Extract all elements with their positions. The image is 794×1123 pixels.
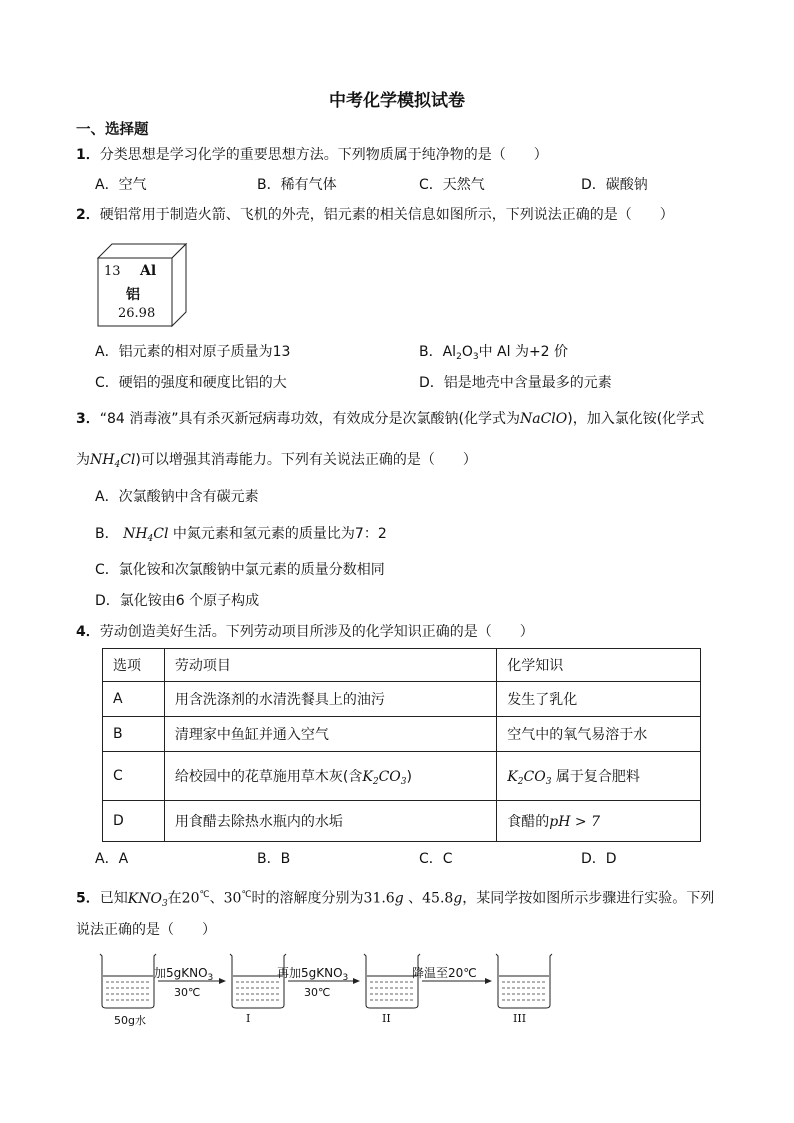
subscript: 3 bbox=[207, 973, 214, 983]
beaker-label: I bbox=[246, 1012, 251, 1025]
question-text: 在 bbox=[167, 890, 182, 907]
beaker bbox=[496, 954, 552, 1008]
beaker bbox=[364, 954, 420, 1008]
table-row bbox=[103, 682, 701, 717]
question-text: 已知 bbox=[99, 890, 128, 907]
subscript: 2 bbox=[517, 776, 524, 787]
table-header: 选项 bbox=[103, 649, 165, 682]
question-3-line-2 bbox=[76, 450, 477, 475]
subscript: 3 bbox=[545, 776, 552, 787]
solubility-value: 45.8 bbox=[422, 890, 454, 907]
question-number: 1． bbox=[76, 147, 100, 163]
cell-text: 食醋的 bbox=[507, 814, 550, 830]
step-3-label: 降温至20℃ bbox=[412, 966, 477, 980]
solubility-value: 31.6 bbox=[363, 890, 395, 907]
beaker-label: 50g水 bbox=[114, 1014, 146, 1027]
degree-unit: ℃ bbox=[241, 890, 252, 900]
subscript: 3 bbox=[342, 973, 349, 983]
question-number: 5． bbox=[76, 890, 100, 907]
table-cell: B bbox=[103, 717, 165, 752]
question-2 bbox=[76, 205, 674, 225]
table-header-row bbox=[103, 649, 701, 682]
question-text: 硬铝常用于制造火箭、飞机的外壳，铝元素的相关信息如图所示，下列说法正确的是（ ） bbox=[99, 207, 674, 223]
q1-option-a[interactable]: A．空气 bbox=[95, 177, 147, 193]
formula-part: CO bbox=[523, 768, 546, 785]
formula-part: NH bbox=[90, 452, 115, 468]
q1-option-d[interactable]: D．碳酸钠 bbox=[581, 177, 648, 193]
table-header: 化学知识 bbox=[497, 649, 701, 682]
table-header: 劳动项目 bbox=[164, 649, 496, 682]
question-text: 、 bbox=[209, 890, 224, 907]
beaker-label: III bbox=[513, 1012, 527, 1025]
formula-part: KNO bbox=[127, 890, 162, 907]
table-cell bbox=[164, 752, 496, 801]
formula-nh4cl bbox=[123, 526, 168, 542]
question-text: 为 bbox=[76, 452, 90, 468]
q2-option-c[interactable]: C．硬铝的强度和硬度比铝的大 bbox=[95, 375, 287, 391]
beaker bbox=[100, 954, 156, 1008]
q4-option-b[interactable]: B．B bbox=[257, 851, 291, 867]
table-cell: 发生了乳化 bbox=[497, 682, 701, 717]
table-cell: 用含洗涤剂的水清洗餐具上的油污 bbox=[164, 682, 496, 717]
question-5-line-1: 5．已知$KNO_3$在20℃、30℃时的溶解度分别为31.6g 、45.8g，某同学按如图所示步骤进行实验。下列 bbox=[76, 890, 715, 909]
subscript: 2 bbox=[456, 352, 462, 362]
step-2-temp: 30℃ bbox=[304, 986, 331, 999]
table-cell bbox=[497, 801, 701, 842]
question-text: 时的溶解度分别为 bbox=[251, 890, 364, 907]
question-text: 分类思想是学习化学的重要思想方法。下列物质属于纯净物的是（ ） bbox=[99, 147, 548, 163]
beaker-label: II bbox=[382, 1012, 391, 1025]
option-text: B．Al bbox=[419, 344, 457, 360]
temperature-value: 20 bbox=[181, 890, 200, 907]
question-text: 劳动创造美好生活。下列劳动项目所涉及的化学知识正确的是（ ） bbox=[99, 624, 534, 640]
table-cell: 清理家中鱼缸并通入空气 bbox=[164, 717, 496, 752]
formula-part: Cl bbox=[153, 526, 169, 542]
atomic-mass: 26.98 bbox=[118, 306, 156, 321]
table-cell: 用食醋去除热水瓶内的水垢 bbox=[164, 801, 496, 842]
q3-option-d[interactable]: D．氯化铵由6 个原子构成 bbox=[95, 593, 260, 609]
table-row bbox=[103, 717, 701, 752]
formula-part: CO bbox=[378, 768, 401, 785]
formula-k2co3 bbox=[362, 769, 406, 785]
q1-option-c[interactable]: C．天然气 bbox=[419, 177, 485, 193]
q3-option-a[interactable]: A．次氯酸钠中含有碳元素 bbox=[95, 489, 259, 505]
step-2-label bbox=[277, 964, 348, 983]
subscript: 4 bbox=[147, 534, 154, 544]
degree-unit: ℃ bbox=[199, 890, 210, 900]
q3-option-c[interactable]: C．氯化铵和次氯酸钠中氯元素的质量分数相同 bbox=[95, 562, 385, 578]
subscript: 4 bbox=[114, 460, 121, 470]
subscript: 3 bbox=[161, 898, 168, 909]
step-1-label bbox=[154, 964, 213, 983]
formula-k2co3 bbox=[507, 769, 551, 785]
question-text: “84 消毒液”具有杀灭新冠病毒功效，有效成分是次氯酸钠(化学式为 bbox=[99, 411, 520, 427]
q4-option-d[interactable]: D．D bbox=[581, 851, 617, 867]
question-text: )可以增强其消毒能力。下列有关说法正确的是（ ） bbox=[135, 452, 477, 468]
subscript: 2 bbox=[372, 776, 379, 787]
option-text: 中 Al 为+2 价 bbox=[478, 344, 569, 360]
atomic-number: 13 bbox=[104, 264, 121, 279]
question-number: 2． bbox=[76, 207, 100, 223]
unit: g bbox=[453, 890, 463, 907]
subscript: 3 bbox=[472, 352, 479, 362]
q4-option-c[interactable]: C．C bbox=[419, 851, 453, 867]
formula-part: K bbox=[507, 768, 518, 785]
formula-nh4cl bbox=[90, 452, 135, 468]
question-1 bbox=[76, 145, 548, 165]
question-number: 4． bbox=[76, 624, 100, 640]
question-3-line-1 bbox=[76, 409, 704, 429]
q2-option-b[interactable] bbox=[419, 342, 568, 367]
q2-option-a[interactable]: A．铝元素的相对原子质量为13 bbox=[95, 344, 291, 360]
labor-knowledge-table bbox=[102, 648, 701, 842]
formula-part: Cl bbox=[120, 452, 136, 468]
step-text: 加5gKNO bbox=[154, 966, 208, 980]
question-text: )，加入氯化铵(化学式 bbox=[567, 411, 705, 427]
option-text: O bbox=[461, 344, 473, 360]
q3-option-b[interactable] bbox=[95, 524, 387, 549]
section-heading: 一、选择题 bbox=[76, 122, 149, 138]
table-cell: C bbox=[103, 752, 165, 801]
cell-text: 给校园中的花草施用草木灰(含 bbox=[174, 768, 363, 785]
table-row bbox=[103, 752, 701, 801]
element-symbol: Al bbox=[140, 263, 157, 279]
table-cell: A bbox=[103, 682, 165, 717]
element-name: 铝 bbox=[126, 287, 140, 303]
subscript: 3 bbox=[400, 776, 407, 787]
question-5-line-2: 说法正确的是（ ） bbox=[76, 922, 216, 938]
table-cell bbox=[497, 752, 701, 801]
formula-part: NH bbox=[123, 526, 148, 542]
option-text: 中氮元素和氢元素的质量比为7：2 bbox=[172, 526, 387, 542]
formula-naclo: NaClO bbox=[519, 411, 568, 427]
question-4 bbox=[76, 622, 534, 642]
element-card-figure bbox=[96, 242, 188, 328]
cell-text: 属于复合肥料 bbox=[555, 768, 640, 785]
formula-part: K bbox=[362, 768, 373, 785]
page-title: 中考化学模拟试卷 bbox=[329, 91, 465, 111]
q1-option-b[interactable]: B．稀有气体 bbox=[257, 177, 337, 193]
table-cell: 空气中的氧气易溶于水 bbox=[497, 717, 701, 752]
question-text: ，某同学按如图所示步骤进行实验。下列 bbox=[462, 890, 715, 907]
option-text: B． bbox=[95, 526, 119, 542]
step-text: 再加5gKNO bbox=[277, 966, 343, 980]
step-1-temp: 30℃ bbox=[174, 986, 201, 999]
table-cell: D bbox=[103, 801, 165, 842]
q4-option-a[interactable]: A．A bbox=[95, 851, 129, 867]
q2-option-d[interactable]: D．铝是地壳中含量最多的元素 bbox=[419, 375, 612, 391]
table-row bbox=[103, 801, 701, 842]
question-number: 3． bbox=[76, 411, 100, 427]
cell-text: ) bbox=[406, 768, 412, 785]
experiment-process-figure bbox=[96, 950, 576, 1030]
formula-ph: pH > 7 bbox=[549, 814, 601, 830]
formula-kno3 bbox=[128, 891, 168, 907]
unit: g bbox=[394, 890, 404, 907]
temperature-value: 30 bbox=[223, 890, 242, 907]
